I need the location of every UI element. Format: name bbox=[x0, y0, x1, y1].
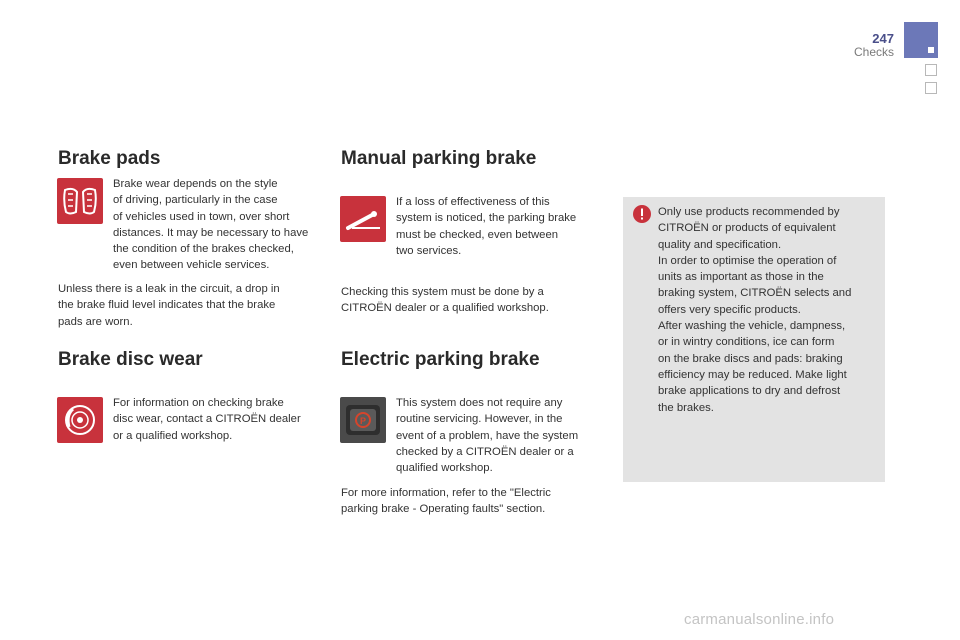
parking-lever-icon bbox=[340, 196, 386, 242]
note-text: Only use products recommended by CITROËN or products of equivalent quality and specification. In order to optimise the operation of units as important as those in the braking system, CITROËN selects and offers very specific products. After washing the vehicle, dampness, or in wintry conditions, ice can form on the brake discs and pads: braking efficiency may be reduced. Make light brake applications to dry and defrost the brakes. bbox=[658, 206, 852, 414]
brake-pads-text: Brake wear depends on the style of driving, particularly in the case of vehicles used in town, over short distances. It may be necessary to have the condition of the brakes checked, even between vehicle services. bbox=[113, 178, 309, 272]
electric-brake-heading: Electric parking brake bbox=[341, 349, 540, 370]
electric-brake-paragraph: For more information, refer to the "Electric parking brake - Operating faults" section. bbox=[341, 487, 551, 516]
page-number: 247 bbox=[872, 31, 894, 46]
brake-disc-text: For information on checking brake disc wear, contact a CITROËN dealer or a qualified workshop. bbox=[113, 397, 301, 442]
section-tab[interactable] bbox=[925, 64, 937, 76]
brake-pads-paragraph: Unless there is a leak in the circuit, a drop in the brake fluid level indicates that the brake pads are worn. bbox=[58, 283, 280, 328]
manual-brake-paragraph: Checking this system must be done by a CITROËN dealer or a qualified workshop. bbox=[341, 286, 549, 315]
section-tab[interactable] bbox=[925, 82, 937, 94]
electric-brake-text: This system does not require any routine servicing. However, in the event of a problem, have the system checked by a CITROËN dealer or a qualified workshop. bbox=[396, 397, 579, 475]
tab-square-icon bbox=[928, 47, 934, 53]
warning-icon bbox=[633, 205, 651, 223]
brake-disc-icon bbox=[57, 397, 103, 443]
electric-brake-switch-icon bbox=[340, 397, 386, 443]
brake-pads-icon bbox=[57, 178, 103, 224]
section-tab-active[interactable] bbox=[904, 22, 938, 58]
watermark: carmanualsonline.info bbox=[684, 611, 835, 628]
manual-brake-heading: Manual parking brake bbox=[341, 148, 537, 169]
svg-text:P: P bbox=[359, 416, 367, 426]
brake-pads-heading: Brake pads bbox=[58, 148, 161, 169]
brake-disc-heading: Brake disc wear bbox=[58, 349, 203, 370]
manual-brake-text: If a loss of effectiveness of this system is noticed, the parking brake must be checked, even between two services. bbox=[396, 196, 577, 257]
section-label: Checks bbox=[853, 45, 894, 59]
